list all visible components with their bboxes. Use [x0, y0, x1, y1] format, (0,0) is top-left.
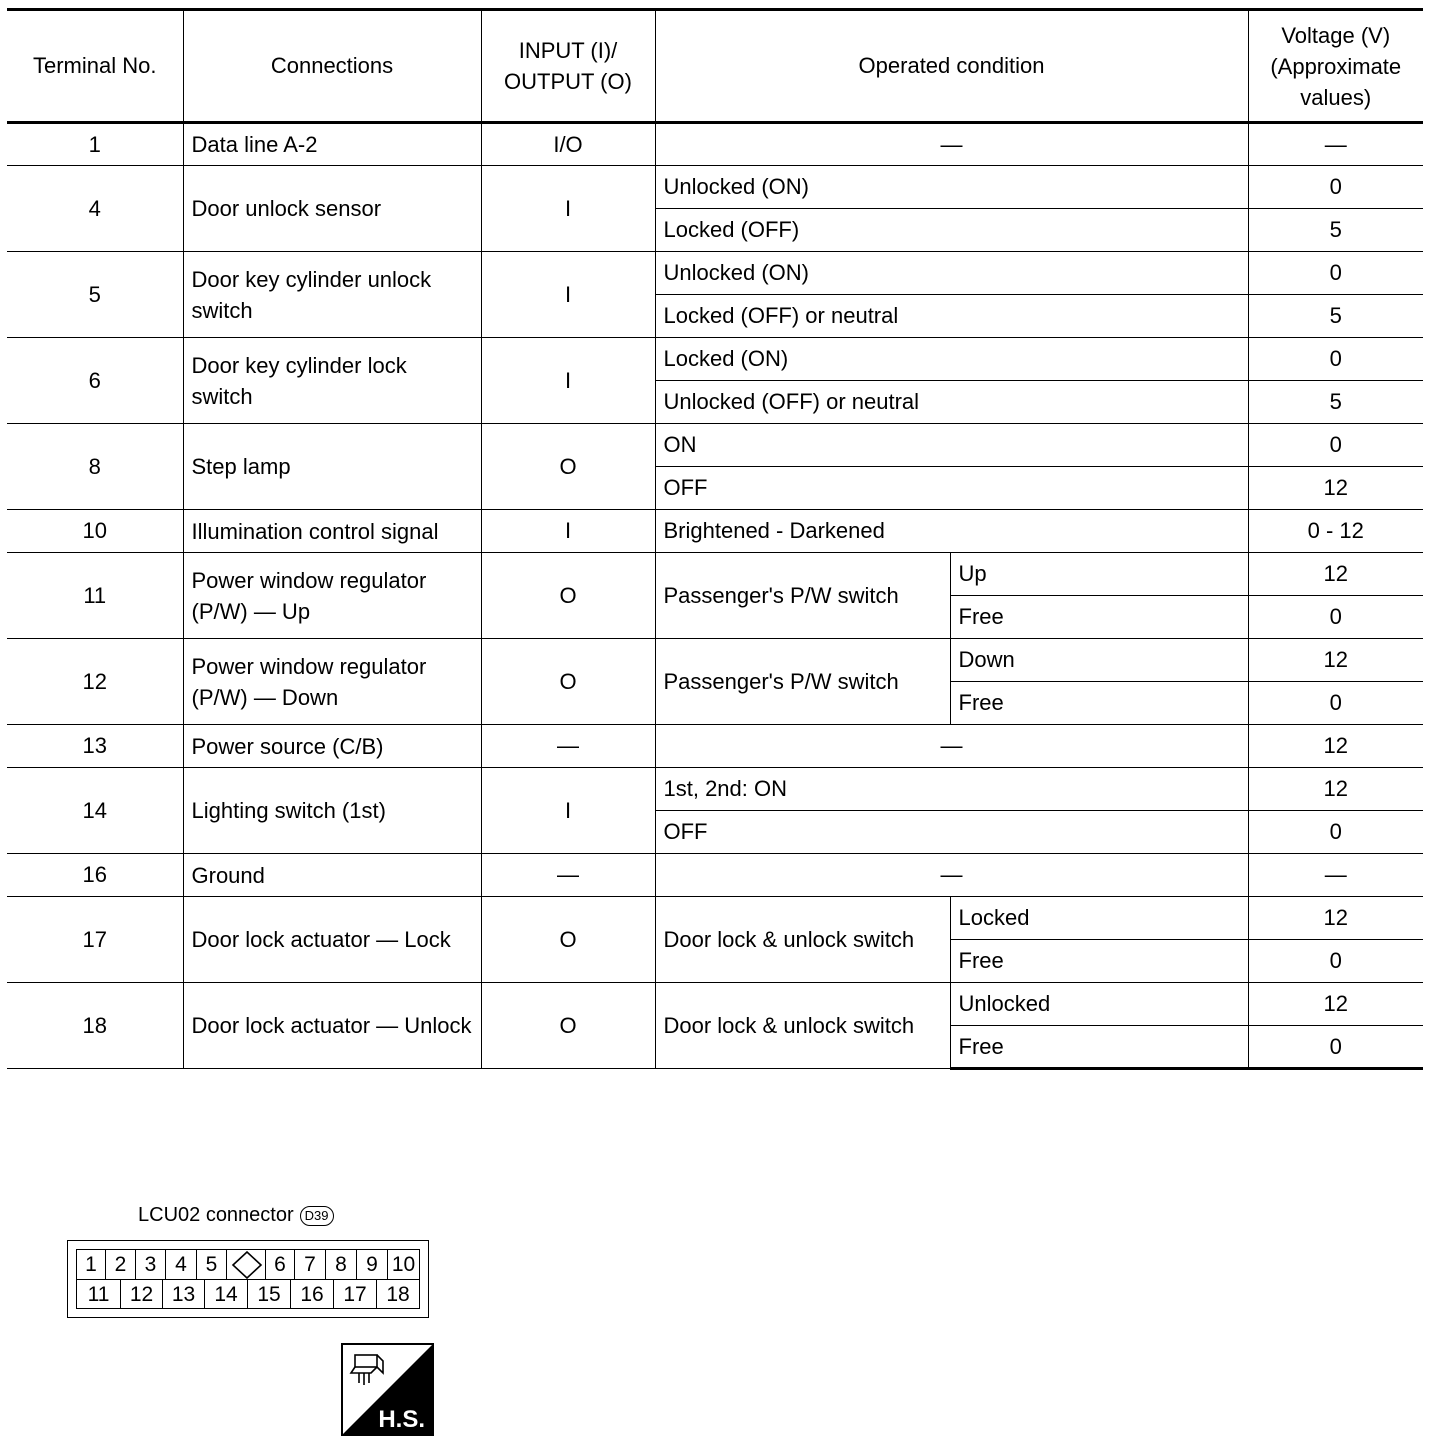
- condition-sub: Free: [950, 596, 1248, 639]
- connection-name: Door key cylinder lock switch: [183, 338, 481, 424]
- condition: —: [655, 725, 1248, 768]
- condition: Unlocked (ON): [655, 252, 1248, 295]
- header-voltage: [1248, 10, 1423, 123]
- header-voltage-line1: Voltage (V): [1281, 22, 1391, 48]
- voltage: 12: [1248, 725, 1423, 768]
- terminal-no: 8: [7, 424, 183, 510]
- io-type: —: [481, 854, 655, 897]
- harness-connector-icon: [341, 1343, 434, 1436]
- voltage: 12: [1248, 768, 1423, 811]
- condition: Unlocked (OFF) or neutral: [655, 381, 1248, 424]
- io-type: I: [481, 338, 655, 424]
- connection-name: Power window regulator (P/W) — Down: [183, 639, 481, 725]
- terminal-spec-table: [7, 8, 1423, 1070]
- condition: Locked (OFF) or neutral: [655, 295, 1248, 338]
- connection-name: Step lamp: [183, 424, 481, 510]
- connector-pin: 10: [391, 1253, 416, 1276]
- condition-sub: Locked: [950, 897, 1248, 940]
- terminal-no: 13: [7, 725, 183, 768]
- table-row: [7, 983, 1423, 1026]
- connector-face: [76, 1249, 420, 1309]
- condition: Unlocked (ON): [655, 166, 1248, 209]
- connector-pin: 8: [326, 1250, 357, 1279]
- condition: ON: [655, 424, 1248, 467]
- condition-sub: Free: [950, 1026, 1248, 1069]
- voltage: 12: [1248, 467, 1423, 510]
- voltage: 0: [1248, 166, 1423, 209]
- voltage: 0: [1248, 940, 1423, 983]
- condition: OFF: [655, 811, 1248, 854]
- voltage: 12: [1248, 897, 1423, 940]
- table-row: [7, 854, 1423, 897]
- connector-pin: 6: [265, 1250, 295, 1279]
- harness-icon-label: H.S.: [378, 1406, 425, 1433]
- connector-pin: 2: [106, 1250, 136, 1279]
- connector-pin: 18: [386, 1283, 410, 1306]
- terminal-no: 4: [7, 166, 183, 252]
- voltage: 5: [1248, 381, 1423, 424]
- voltage: 0: [1248, 424, 1423, 467]
- voltage: 0 - 12: [1248, 510, 1423, 553]
- condition-main: Door lock & unlock switch: [655, 983, 950, 1069]
- io-type: I/O: [481, 123, 655, 166]
- table-row: [7, 725, 1423, 768]
- table-row: [7, 252, 1423, 295]
- connector-key-icon: [229, 1251, 265, 1279]
- io-type: O: [481, 553, 655, 639]
- condition: Locked (ON): [655, 338, 1248, 381]
- condition: —: [655, 854, 1248, 897]
- connector-pin: 13: [163, 1280, 205, 1309]
- connection-name: Illumination control signal: [183, 510, 481, 553]
- connector-pin: 3: [136, 1250, 166, 1279]
- connector-title-text: LCU02 connector: [138, 1204, 294, 1226]
- header-io-line2: OUTPUT (O): [504, 69, 632, 94]
- header-io: [481, 10, 655, 123]
- connector-pin: 14: [205, 1280, 248, 1309]
- voltage: 0: [1248, 811, 1423, 854]
- voltage: 5: [1248, 209, 1423, 252]
- table-row: [7, 338, 1423, 381]
- connector-pin: 4: [166, 1250, 197, 1279]
- connection-name: Door key cylinder unlock switch: [183, 252, 481, 338]
- voltage: 0: [1248, 338, 1423, 381]
- terminal-no: 18: [7, 983, 183, 1069]
- voltage: 5: [1248, 295, 1423, 338]
- io-type: I: [481, 768, 655, 854]
- condition: 1st, 2nd: ON: [655, 768, 1248, 811]
- connection-name: Power window regulator (P/W) — Up: [183, 553, 481, 639]
- terminal-no: 12: [7, 639, 183, 725]
- terminal-no: 6: [7, 338, 183, 424]
- connection-name: Ground: [183, 854, 481, 897]
- io-type: O: [481, 897, 655, 983]
- io-type: I: [481, 166, 655, 252]
- header-condition: Operated condition: [655, 10, 1248, 123]
- table-row: [7, 424, 1423, 467]
- io-type: —: [481, 725, 655, 768]
- terminal-no: 14: [7, 768, 183, 854]
- connector-pin: 12: [121, 1280, 163, 1309]
- connector-pin: 15: [248, 1280, 291, 1309]
- connector-pin: 5: [197, 1250, 227, 1279]
- table-row: [7, 768, 1423, 811]
- table-row: [7, 123, 1423, 166]
- voltage: 12: [1248, 983, 1423, 1026]
- terminal-no: 17: [7, 897, 183, 983]
- io-type: I: [481, 252, 655, 338]
- connector-pin: 7: [295, 1250, 326, 1279]
- terminal-no: 5: [7, 252, 183, 338]
- voltage: 0: [1248, 1026, 1423, 1069]
- condition-sub: Up: [950, 553, 1248, 596]
- connection-name: Data line A-2: [183, 123, 481, 166]
- terminal-no: 11: [7, 553, 183, 639]
- voltage: —: [1248, 854, 1423, 897]
- voltage: 0: [1248, 596, 1423, 639]
- connection-name: Lighting switch (1st): [183, 768, 481, 854]
- condition-main: Door lock & unlock switch: [655, 897, 950, 983]
- table-row: [7, 510, 1423, 553]
- connection-name: Power source (C/B): [183, 725, 481, 768]
- condition: OFF: [655, 467, 1248, 510]
- condition: Brightened - Darkened: [655, 510, 1248, 553]
- condition-main: Passenger's P/W switch: [655, 553, 950, 639]
- voltage: 0: [1248, 252, 1423, 295]
- voltage: 12: [1248, 639, 1423, 682]
- connector-pin: 16: [291, 1280, 334, 1309]
- voltage: 12: [1248, 553, 1423, 596]
- condition-sub: Unlocked: [950, 983, 1248, 1026]
- header-voltage-line3: values): [1300, 84, 1372, 110]
- connector-pin: 1: [77, 1250, 106, 1279]
- terminal-no: 10: [7, 510, 183, 553]
- connector-pin: 11: [77, 1280, 121, 1309]
- condition-sub: Free: [950, 940, 1248, 983]
- header-terminal: Terminal No.: [7, 10, 183, 123]
- header-connections: Connections: [183, 10, 481, 123]
- table-row: [7, 897, 1423, 940]
- terminal-no: 1: [7, 123, 183, 166]
- connector-title: [138, 1204, 334, 1227]
- connection-name: Door lock actuator — Unlock: [183, 983, 481, 1069]
- connector-pin: 17: [334, 1280, 377, 1309]
- condition-sub: Free: [950, 682, 1248, 725]
- table-row: [7, 553, 1423, 596]
- condition: —: [655, 123, 1248, 166]
- connector-code-badge: D39: [300, 1206, 334, 1226]
- connector-pin: 9: [357, 1250, 388, 1279]
- table-row: [7, 166, 1423, 209]
- voltage: 0: [1248, 682, 1423, 725]
- header-io-line1: INPUT (I)/: [518, 38, 618, 63]
- connection-name: Door lock actuator — Lock: [183, 897, 481, 983]
- header-voltage-line2: (Approximate: [1270, 53, 1402, 79]
- table-row: [7, 639, 1423, 682]
- condition: Locked (OFF): [655, 209, 1248, 252]
- terminal-no: 16: [7, 854, 183, 897]
- io-type: I: [481, 510, 655, 553]
- condition-sub: Down: [950, 639, 1248, 682]
- connector-diagram: [67, 1240, 429, 1318]
- io-type: O: [481, 639, 655, 725]
- voltage: —: [1248, 123, 1423, 166]
- io-type: O: [481, 424, 655, 510]
- connection-name: Door unlock sensor: [183, 166, 481, 252]
- condition-main: Passenger's P/W switch: [655, 639, 950, 725]
- io-type: O: [481, 983, 655, 1069]
